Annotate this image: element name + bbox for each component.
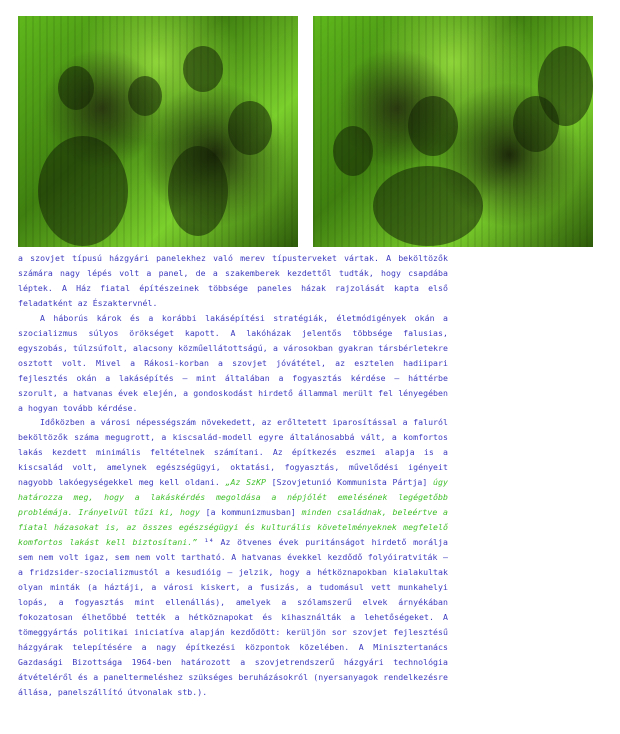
quote-text: „Az SzKP xyxy=(225,477,267,488)
photo-party-right xyxy=(313,16,593,247)
quote-text: minden családnak, beleértve a fiatal házasokat is, az összes egészségügyi és kulturális követelményeknek megfelelő komfortos lakást kell biztosítani.” xyxy=(18,507,448,548)
paragraph xyxy=(18,415,448,699)
footnote-marker: ¹⁴ xyxy=(203,537,214,548)
text-run: [a kommunizmusban] xyxy=(199,507,302,518)
text-run: Az ötvenes évek puritánságot hirdető morálja sem nem volt igaz, sem nem volt tartható. A hatvanas évekkel kezdődő folyóiratviták – a fridzsider-szocializmustól a kesudióig – jelzik, hogy a hétköznapokban kialakultak olyan minták (a háztáji, a városi kiskert, a fusizás, a tudomásul vett munkahelyi lopás, a fogyasztás mint ellenállás), amelyek a szólamszerű elvek árnyékában fokozatosan élhetőbbé tették a hétköznapokat és kihasználták a lehetőségeket. A tömeggyártás politikai iniciatíva alapján kezdődött: kerüljön sor szovjet fejlesztésű házgyárak telepítésére a nagy építkezési központok közelében. A Minisztertanács Gazdasági Bizottsága 1964-ben határozott a szovjetrendszerű házgyári technológia átvételéről és a paneltermeléshez szükséges beruházásokról (nyersanyagok rendelkezésre állása, panelszállító útvonalak stb.). xyxy=(18,537,448,697)
text-run: [Szovjetunió Kommunista Pártja] xyxy=(266,477,434,488)
photo-party-left xyxy=(18,16,298,247)
text-run: Időközben a városi népességszám növekedett, az erőltetett iparosítással a faluról beköltözők száma megugrott, a kiscsalád-modell egyre általánosabbá vált, a komfortos lakás kezdett minimális feltételnek számítani. Az építkezés eszmei alapja is a kiscsalád volt, amelynek egészségügyi, oktatási, fogyasztás, művelődési igényeit nagyobb lakóegységekkel meg kell oldani. xyxy=(18,417,448,488)
paragraph: A háborús károk és a korábbi lakásépítési stratégiák, életmódigények okán a szocializmus súlyos örökséget kapott. A lakóházak jelentős többsége falusias, egyszobás, túlzsúfolt, alacsony közműellátottságú, a városokban gyakran társbérletekre osztott volt. Mivel a Rákosi-korban a szovjet jóvátétel, az esztelen hadiipari fejlesztés okán a lakásépítés – mint általában a fogyasztás kérdése – háttérbe szorult, a hatvanas évek elején, a gondoskodást hirdető állammal merült fel lényegében a hogyan tovább kérdése. xyxy=(18,312,448,413)
paragraph: a szovjet típusú házgyári panelekhez való merev típusterveket vártak. A beköltözők számára nagy lépés volt a panel, de a szakemberek kezdettől tudták, hogy csapdába léptek. A Ház fiatal építészeinek többsége paneles házak rajzolását kapta első feladatként az Északtervnél. xyxy=(18,253,448,308)
quote-text: úgy határozza meg, hogy a lakáskérdés megoldása a népjólét emelésének legégetőbb problémája. Irányelvül tűzi ki, hogy xyxy=(18,477,448,518)
article-body xyxy=(18,251,448,700)
